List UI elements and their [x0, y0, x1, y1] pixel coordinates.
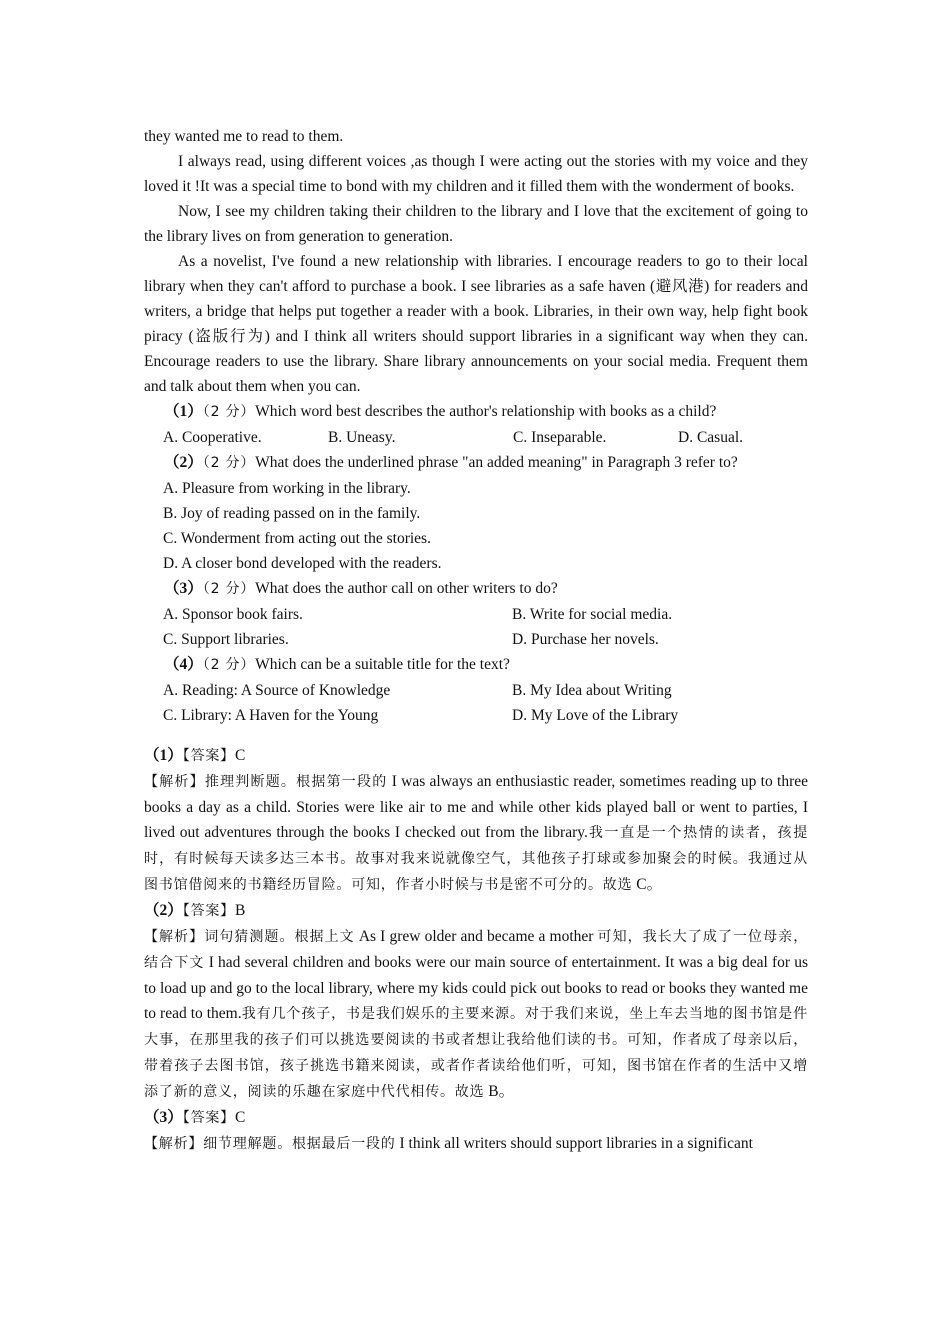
analysis-type: 细节理解题。根据最后一段的 [203, 1136, 396, 1152]
question-number: （4） [164, 656, 203, 673]
answer-1 [144, 743, 808, 769]
question-text: What does the author call on other writers to do? [255, 580, 558, 597]
analysis-conclusion: B。 [484, 1083, 515, 1100]
answer-number: （1） [144, 747, 183, 764]
option-d: D. Purchase her novels. [512, 631, 659, 648]
answer-2 [144, 898, 808, 924]
question-points: （2 分） [202, 455, 256, 471]
analysis-explanation: 我一直是一个热情的读者，孩提时，有时候每天读多达三本书。故事对我来说就像空气，其他孩子打球或参加聚会的时候。我通过从图书馆借阅来的书籍经历冒险。可知，作者小时候与书是密不可分的。故选 [144, 825, 808, 893]
option-c: C. Inseparable. [513, 429, 607, 446]
question-text: Which can be a suitable title for the text? [255, 656, 510, 673]
question-2 [144, 450, 808, 476]
option-c: C. Support libraries. [163, 631, 289, 648]
answer-value: C [234, 747, 246, 764]
answer-label: 【答案】 [182, 748, 235, 764]
answer-value: C [234, 1109, 246, 1126]
option-a: A. Cooperative. [163, 429, 262, 446]
answer-section [144, 743, 808, 1157]
analysis-label: 【解析】 [144, 1136, 204, 1152]
question-number: （3） [164, 580, 203, 597]
analysis-3 [144, 1131, 808, 1157]
option-b: B. My Idea about Writing [512, 682, 672, 699]
analysis-quote: I think all writers should support libraries in a significant [395, 1135, 753, 1152]
question-points: （2 分） [202, 657, 256, 673]
passage-paragraph: I always read, using different voices ,as though I were acting out the stories with my voice and they loved it !It was a special time to bond with my children and it filled them with the wonderment of books. [144, 153, 808, 195]
option-b: B. Write for social media. [512, 606, 673, 623]
option-b: B. Uneasy. [328, 429, 396, 446]
question-4-options-row2 [144, 703, 808, 728]
option-a: A. Reading: A Source of Knowledge [163, 682, 391, 699]
analysis-type: 词句猜测题。根据上文 [204, 929, 355, 945]
option-a: A. Sponsor book fairs. [163, 606, 303, 623]
option-b: B. Joy of reading passed on in the family. [163, 505, 421, 522]
analysis-quote: I was always an enthusiastic reader, sometimes reading up to three books a day as a child. Stories were like air to me and while other kids played ball or went to parties, I lived out adventures through the books I checked out from the library. [144, 773, 808, 841]
question-points: （2 分） [202, 404, 256, 420]
analysis-label: 【解析】 [144, 774, 205, 790]
document-content [144, 124, 808, 1157]
analysis-quote-2: I had several children and books were our main source of entertainment. It was a big deal for us to load up and go to the local library, where my kids could pick out books to read or books they wanted me to read to them. [144, 954, 809, 1022]
question-text: What does the underlined phrase "an added meaning" in Paragraph 3 refer to? [255, 454, 738, 471]
option-d: D. A closer bond developed with the readers. [163, 555, 442, 572]
question-number: （1） [164, 403, 203, 420]
answer-number: （2） [144, 902, 183, 919]
question-1-options [144, 425, 808, 450]
passage-paragraph: Now, I see my children taking their children to the library and I love that the excitement of going to the library lives on from generation to generation. [144, 203, 808, 245]
question-text: Which word best describes the author's relationship with books as a child? [255, 403, 717, 420]
option-d: D. My Love of the Library [512, 707, 679, 724]
answer-label: 【答案】 [182, 903, 235, 919]
question-1 [144, 399, 808, 425]
question-4 [144, 652, 808, 678]
question-3-options-row2 [144, 627, 808, 652]
option-c: C. Wonderment from acting out the stories. [163, 530, 431, 547]
option-c: C. Library: A Haven for the Young [163, 707, 379, 724]
question-points: （2 分） [202, 581, 256, 597]
question-4-options-row1 [144, 678, 808, 703]
passage-paragraph: they wanted me to read to them. [144, 128, 344, 145]
answer-3 [144, 1105, 808, 1131]
analysis-explanation-2: 我有几个孩子，书是我们娱乐的主要来源。对于我们来说，坐上车去当地的图书馆是件大事，在那里我的孩子们可以挑选要阅读的书或者想让我给他们读的书。可知，作者成了母亲以后，带着孩子去图书馆，孩子挑选书籍来阅读，或者作者读给他们听，可知，图书馆在作者的生活中又增添了新的意义，阅读的乐趣在家庭中代代相传。故选 [144, 1006, 808, 1100]
analysis-conclusion: C。 [632, 876, 663, 893]
analysis-label: 【解析】 [144, 929, 205, 945]
answer-value: B [234, 902, 246, 919]
analysis-1 [144, 769, 808, 898]
passage-paragraph: As a novelist, I've found a new relationship with libraries. I encourage readers to go to their local library when they can't afford to purchase a book. I see libraries as a safe haven (避风港) for readers and writers, a bridge that helps put together a reader with a book. Libraries, in their own way, help fight book piracy (盗版行为) and I think all writers should support libraries in a significant way when they can. Encourage readers to use the library. Share library announcements on your social media. Frequent them and talk about them when you can. [144, 253, 808, 395]
analysis-quote: As I grew older and became a mother [354, 928, 598, 945]
answer-number: （3） [144, 1109, 183, 1126]
option-d: D. Casual. [678, 429, 744, 446]
analysis-type: 推理判断题。根据第一段的 [204, 774, 388, 790]
answer-label: 【答案】 [182, 1110, 235, 1126]
analysis-explanation: 可知，我长大了成了一位母亲，结合下文 [144, 929, 808, 971]
option-a: A. Pleasure from working in the library. [163, 480, 411, 497]
question-number: （2） [164, 454, 203, 471]
analysis-2 [144, 924, 808, 1105]
question-3 [144, 576, 808, 602]
question-3-options-row1 [144, 602, 808, 627]
